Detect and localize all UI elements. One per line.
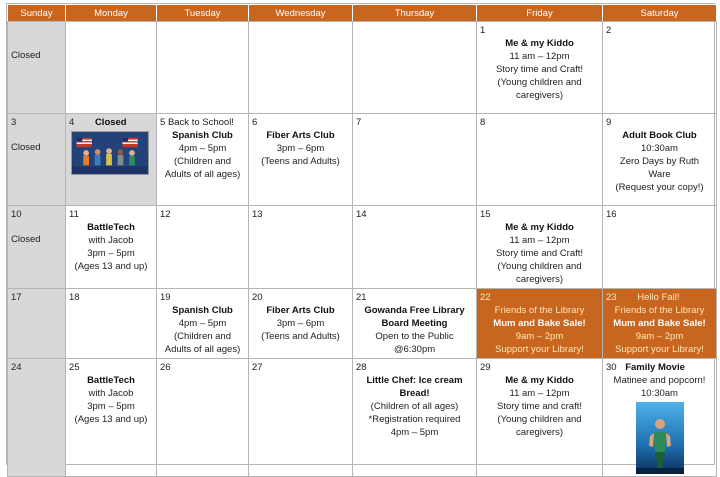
week-row	[8, 289, 717, 359]
day-cell-30[interactable]	[603, 359, 717, 477]
day-number: 15	[480, 209, 491, 220]
event-line: Story time and craft!	[496, 401, 582, 412]
day-cell-12[interactable]	[157, 206, 249, 289]
day-number: 26	[160, 362, 171, 373]
event-line: 3pm – 6pm	[276, 318, 325, 329]
event-note: Back to School!	[167, 117, 234, 128]
day-number: 25	[69, 362, 80, 373]
event-line: caregivers)	[516, 274, 563, 285]
weekday-sunday: Sunday	[8, 5, 66, 22]
day-number: 14	[356, 209, 367, 220]
event-line: 11 am – 12pm	[509, 235, 570, 246]
event-title: Me & my Kiddo	[505, 38, 574, 49]
event-line: caregivers)	[516, 90, 563, 101]
day-number: 9	[606, 117, 612, 128]
closed-label: Closed	[11, 234, 41, 245]
event-line: Story time and Craft!	[495, 248, 584, 259]
event-line: Adults of all ages)	[164, 169, 241, 180]
weekday-saturday: Saturday	[603, 5, 717, 22]
day-cell-29[interactable]	[477, 359, 603, 477]
event-line: (Children and	[173, 331, 232, 342]
day-cell-21[interactable]	[353, 289, 477, 359]
labor-day-illustration	[72, 132, 148, 174]
day-number: 23	[606, 292, 617, 303]
day-cell-7[interactable]	[353, 114, 477, 206]
day-cell-22[interactable]	[477, 289, 603, 359]
event-line: Adults of all ages)	[164, 344, 241, 355]
day-cell-2[interactable]	[603, 22, 717, 114]
event-line: (Ages 13 and up)	[74, 261, 148, 272]
day-cell-25[interactable]	[66, 359, 157, 477]
event-line: Friends of the Library	[494, 305, 585, 316]
day-number: 13	[252, 209, 263, 220]
event-title-line2: Board Meeting	[381, 318, 448, 329]
day-number: 28	[356, 362, 367, 373]
movie-poster-illustration	[636, 402, 684, 474]
day-cell-28[interactable]	[353, 359, 477, 477]
calendar-grid	[7, 4, 717, 477]
day-cell-27[interactable]	[249, 359, 353, 477]
event-title: Spanish Club	[172, 305, 233, 316]
day-number: 8	[480, 117, 486, 128]
event-title: Adult Book Club	[622, 130, 697, 141]
day-cell-13[interactable]	[249, 206, 353, 289]
event-line: (Young children and	[497, 414, 582, 425]
day-cell-empty	[249, 22, 353, 114]
day-cell-8[interactable]	[477, 114, 603, 206]
labor-day-image	[71, 131, 149, 175]
day-cell-20[interactable]	[249, 289, 353, 359]
event-line: 9am – 2pm	[515, 331, 564, 342]
event-title: Little Chef: Ice cream	[366, 375, 463, 386]
event-title: Gowanda Free Library	[364, 305, 465, 316]
event-title: Mum and Bake Sale!	[613, 318, 706, 329]
event-title-line2: Bread!	[399, 388, 430, 399]
event-line: Support your Library!	[495, 344, 584, 355]
day-cell-18[interactable]	[66, 289, 157, 359]
event-line: (Ages 13 and up)	[74, 414, 148, 425]
day-number: 21	[356, 292, 367, 303]
event-title: BattleTech	[87, 375, 135, 386]
day-number: 29	[480, 362, 491, 373]
day-number: 16	[606, 209, 617, 220]
event-line: 10:30am	[641, 143, 678, 154]
day-number: 1	[480, 25, 486, 36]
day-cell-10[interactable]	[8, 206, 66, 289]
event-line: with Jacob	[88, 388, 134, 399]
day-cell-15[interactable]	[477, 206, 603, 289]
day-cell-empty	[353, 22, 477, 114]
weekday-header-row	[8, 5, 717, 22]
event-line: (Children of all ages)	[370, 401, 459, 412]
day-cell-19[interactable]	[157, 289, 249, 359]
week-row	[8, 22, 717, 114]
event-line: 3pm – 5pm	[87, 401, 135, 412]
closed-label: Closed	[11, 142, 41, 153]
day-number: 2	[606, 25, 612, 36]
closed-label: Closed	[11, 50, 41, 61]
day-number: 18	[69, 292, 80, 303]
event-line: 9am – 2pm	[635, 331, 684, 342]
event-line: 11 am – 12pm	[509, 51, 570, 62]
event-line: 10:30am	[641, 388, 678, 399]
day-number: 11	[69, 209, 79, 220]
event-line: (Young children and	[497, 77, 582, 88]
event-title: Me & my Kiddo	[505, 222, 574, 233]
day-cell-empty	[157, 22, 249, 114]
event-title: Mum and Bake Sale!	[493, 318, 586, 329]
event-line: *Registration required	[368, 414, 461, 425]
event-title: Family Movie	[625, 362, 685, 373]
event-line: Ware	[648, 169, 671, 180]
day-cell-empty-sunday	[8, 22, 66, 114]
day-number: 4	[69, 117, 75, 128]
day-cell-23[interactable]	[603, 289, 717, 359]
event-line: @6:30pm	[393, 344, 436, 355]
day-cell-4[interactable]	[66, 114, 157, 206]
event-line: (Young children and	[497, 261, 582, 272]
day-cell-17[interactable]	[8, 289, 66, 359]
event-line: (Teens and Adults)	[261, 156, 340, 167]
day-number: 19	[160, 292, 171, 303]
movie-poster-image	[636, 402, 684, 474]
week-row	[8, 206, 717, 289]
event-line: Matinee and popcorn!	[613, 375, 706, 386]
event-title: Fiber Arts Club	[266, 130, 335, 141]
event-line: Open to the Public	[375, 331, 454, 342]
closed-title: Closed	[94, 117, 127, 128]
day-number: 30	[606, 362, 617, 373]
event-note: Hello Fall!	[637, 292, 680, 303]
day-number: 17	[11, 292, 22, 303]
day-cell-14[interactable]	[353, 206, 477, 289]
week-row	[8, 359, 717, 477]
day-number: 7	[356, 117, 362, 128]
day-number: 3	[11, 117, 17, 128]
event-title: BattleTech	[87, 222, 135, 233]
event-line: Zero Days by Ruth	[619, 156, 700, 167]
day-cell-3[interactable]	[8, 114, 66, 206]
event-line: caregivers)	[516, 427, 563, 438]
event-line: 4pm – 5pm	[178, 143, 227, 154]
day-number: 12	[160, 209, 171, 220]
event-line: 11 am – 12pm	[509, 388, 570, 399]
day-cell-empty	[66, 22, 157, 114]
day-number: 20	[252, 292, 263, 303]
day-cell-11[interactable]	[66, 206, 157, 289]
event-line: with Jacob	[88, 235, 134, 246]
weekday-monday: Monday	[66, 5, 157, 22]
weekday-friday: Friday	[477, 5, 603, 22]
event-line: 4pm – 5pm	[178, 318, 227, 329]
day-number: 5	[160, 117, 166, 128]
event-title: Me & my Kiddo	[505, 375, 574, 386]
day-cell-16[interactable]	[603, 206, 717, 289]
event-line: Story time and Craft!	[495, 64, 584, 75]
day-cell-24[interactable]	[8, 359, 66, 477]
weekday-thursday: Thursday	[353, 5, 477, 22]
event-line: (Teens and Adults)	[261, 331, 340, 342]
day-number: 6	[252, 117, 258, 128]
day-cell-5[interactable]	[157, 114, 249, 206]
event-line: Support your Library!	[615, 344, 704, 355]
event-title: Fiber Arts Club	[266, 305, 335, 316]
calendar	[6, 3, 715, 465]
day-number: 24	[11, 362, 22, 373]
day-cell-6[interactable]	[249, 114, 353, 206]
event-line: (Request your copy!)	[615, 182, 704, 193]
event-line: 3pm – 6pm	[276, 143, 325, 154]
day-cell-1[interactable]	[477, 22, 603, 114]
event-title: Spanish Club	[172, 130, 233, 141]
day-number: 22	[480, 292, 491, 303]
weekday-wednesday: Wednesday	[249, 5, 353, 22]
event-line: (Children and	[173, 156, 232, 167]
event-line: 3pm – 5pm	[87, 248, 135, 259]
day-number: 10	[11, 209, 22, 220]
event-line: Friends of the Library	[614, 305, 705, 316]
day-number: 27	[252, 362, 263, 373]
weekday-tuesday: Tuesday	[157, 5, 249, 22]
day-cell-9[interactable]	[603, 114, 717, 206]
week-row	[8, 114, 717, 206]
day-cell-26[interactable]	[157, 359, 249, 477]
event-line: 4pm – 5pm	[390, 427, 439, 438]
